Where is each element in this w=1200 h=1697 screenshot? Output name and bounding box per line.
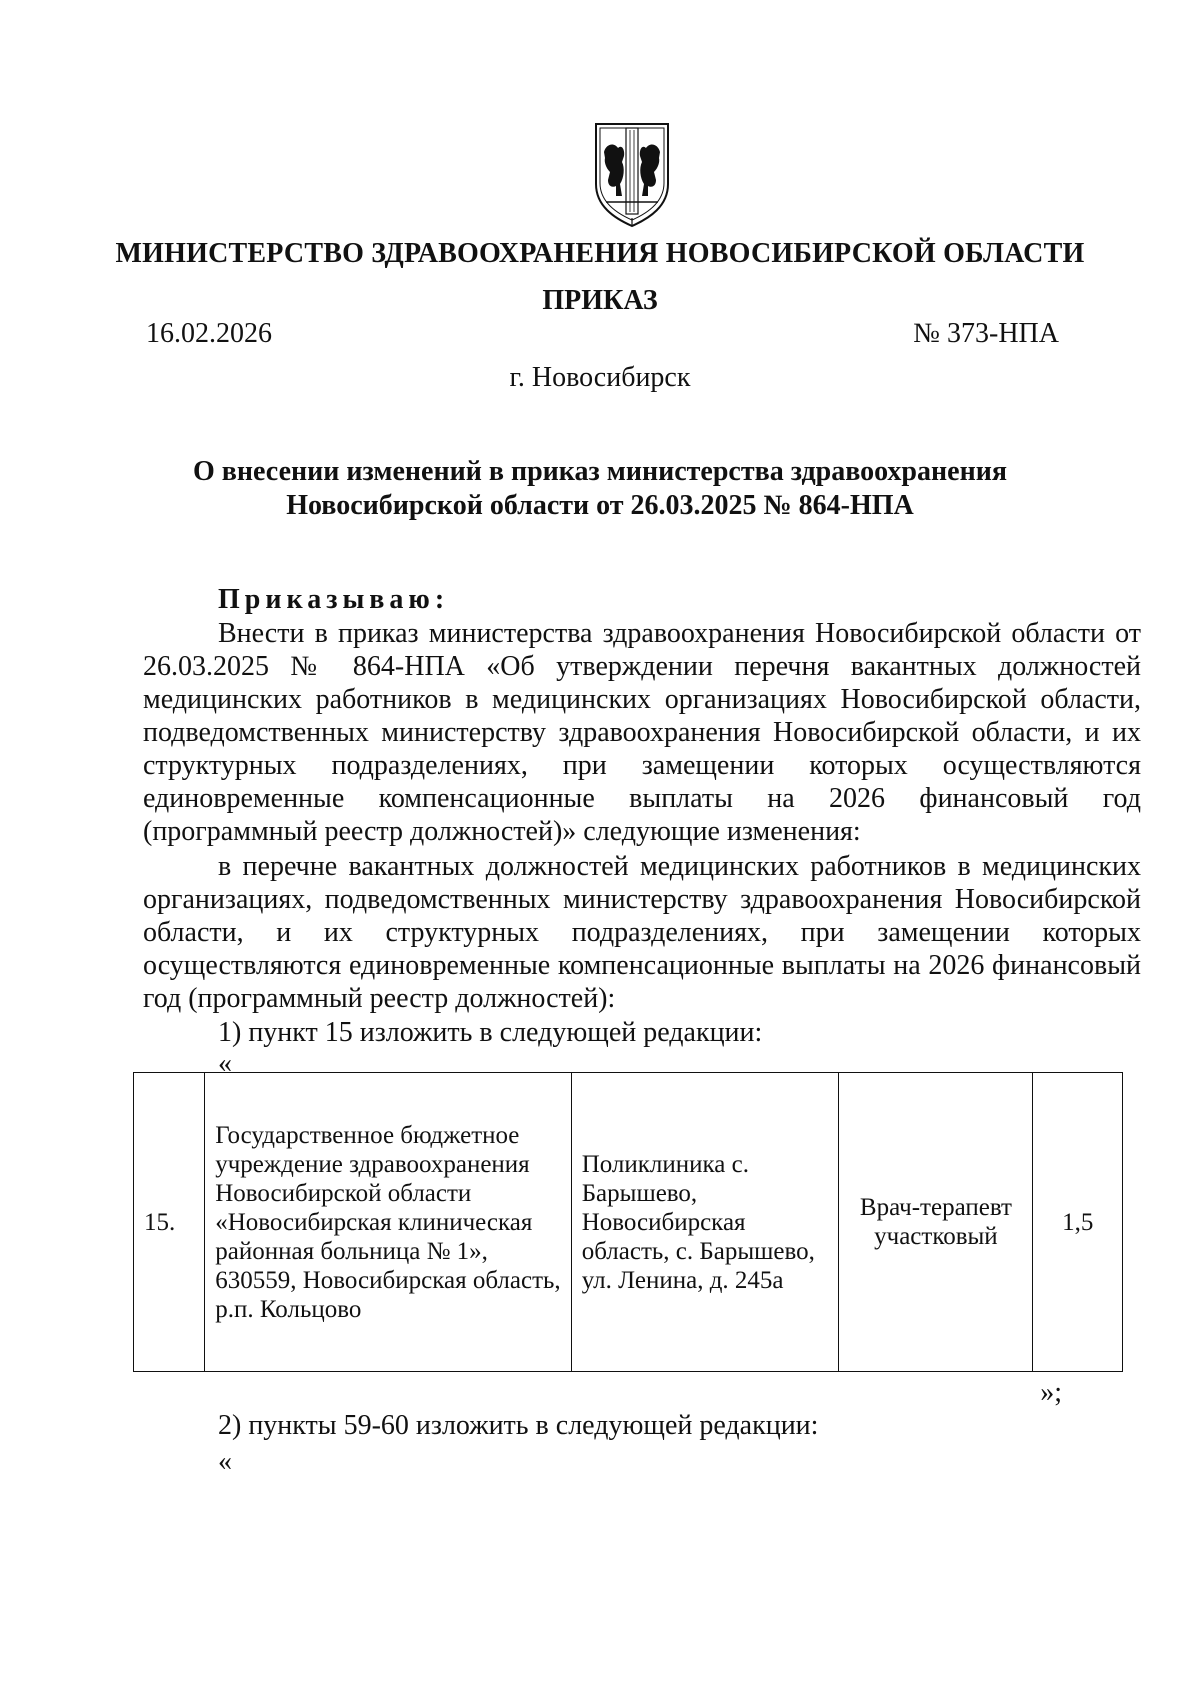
quote-close: »; <box>1040 1377 1062 1408</box>
organization-cell: Государственное бюджетное учреждение здравоохранения Новосибирской области «Новосибирская клиническая районная больница № 1», 630559, Новосибирская область, р.п. Кольцово <box>205 1073 571 1372</box>
position-cell: Врач-терапевт участковый <box>839 1073 1033 1372</box>
positions-table <box>133 1072 1123 1372</box>
paragraph-1-text: Внести в приказ министерства здравоохранения Новосибирской области от 26.03.2025 № 864-НПА «Об утверждении перечня вакантных должностей медицинских работников в медицинских организациях Новосибирской области, подведомственных министерству здравоохранения Новосибирской области, и их структурных подразделениях, при замещении которых осуществляются единовременные компенсационные выплаты на 2026 финансовый год (программный реестр должностей)» следующие изменения: <box>143 618 1141 847</box>
table-row <box>134 1073 1123 1372</box>
item-1-text: 1) пункт 15 изложить в следующей редакции: <box>218 1017 763 1048</box>
document-city: г. Новосибирск <box>509 362 691 393</box>
quote-open-2: « <box>218 1446 232 1477</box>
document-date: 16.02.2026 <box>146 318 272 349</box>
document-type: ПРИКАЗ <box>542 285 658 316</box>
rate-cell: 1,5 <box>1033 1073 1123 1372</box>
document-number: № 373-НПА <box>913 318 1059 349</box>
paragraph-2 <box>143 850 1141 1015</box>
unit-cell: Поликлиника с. Барышево, Новосибирская область, с. Барышево, ул. Ленина, д. 245а <box>571 1073 839 1372</box>
coat-of-arms-icon <box>592 122 672 228</box>
ministry-name: МИНИСТЕРСТВО ЗДРАВООХРАНЕНИЯ НОВОСИБИРСКОЙ ОБЛАСТИ <box>115 238 1085 269</box>
document-subject <box>140 455 1060 523</box>
paragraph-1 <box>143 617 1141 848</box>
row-number: 15. <box>134 1073 205 1372</box>
item-2-text: 2) пункты 59-60 изложить в следующей редакции: <box>218 1410 819 1441</box>
subject-line-2: Новосибирской области от 26.03.2025 № 864-НПА <box>286 490 914 521</box>
paragraph-2-text: в перечне вакантных должностей медицинских работников в медицинских организациях, подведомственных министерству здравоохранения Новосибирской области, и их структурных подразделениях, при замещении которых осуществляются единовременные компенсационные выплаты на 2026 финансовый год (программный реестр должностей): <box>143 851 1141 1014</box>
quote-open: « <box>218 1048 232 1079</box>
order-word: Приказываю: <box>218 584 450 615</box>
item-1 <box>143 1016 1141 1049</box>
subject-line-1: О внесении изменений в приказ министерства здравоохранения <box>193 456 1007 487</box>
